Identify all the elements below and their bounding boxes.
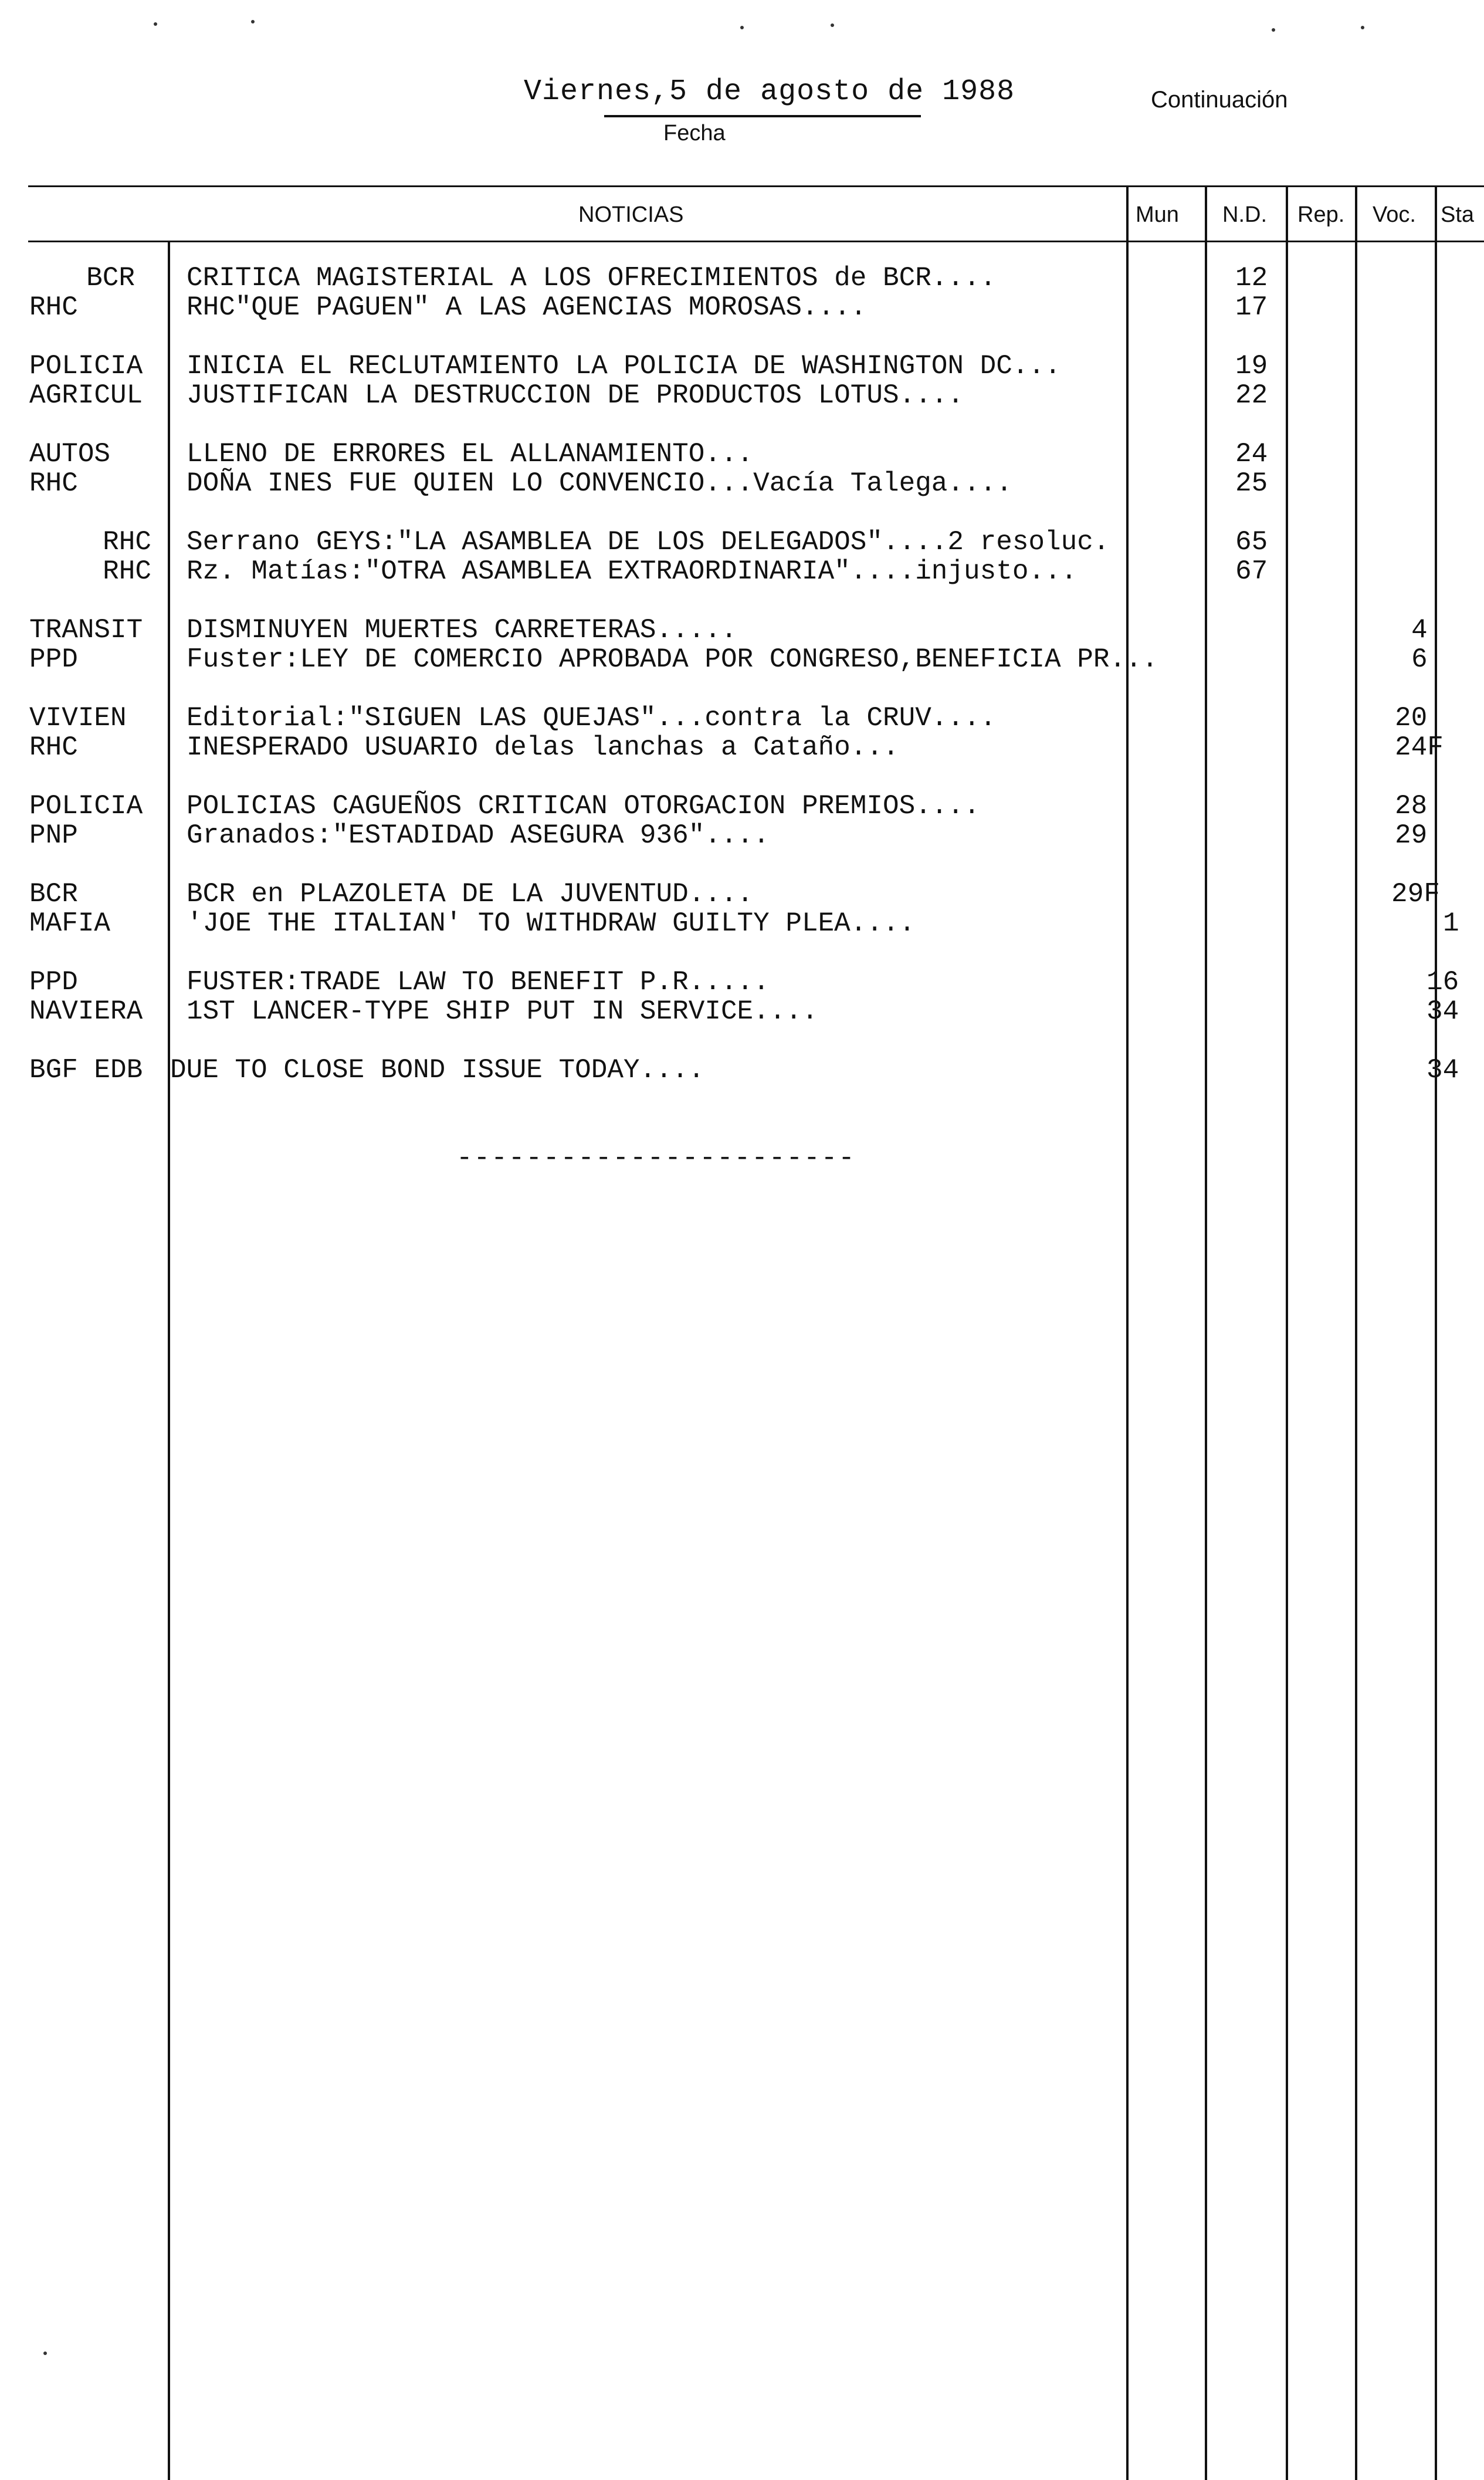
row-nd-page: 12: [1235, 263, 1268, 293]
row-category: PPD: [29, 644, 78, 675]
row-category: PPD: [29, 967, 78, 997]
row-voc-page: 1: [1443, 908, 1459, 939]
row-headline: LLENO DE ERRORES EL ALLANAMIENTO...: [187, 439, 754, 469]
row-category: RHC: [103, 556, 151, 587]
row-headline: Editorial:"SIGUEN LAS QUEJAS"...contra la CRUV....: [187, 703, 997, 733]
row-voc-page: 4: [1411, 615, 1428, 645]
row-headline: INICIA EL RECLUTAMIENTO LA POLICIA DE WASHINGTON DC...: [187, 351, 1061, 381]
row-headline: FUSTER:TRADE LAW TO BENEFIT P.R.....: [187, 967, 770, 997]
end-of-list-rule: -----------------------: [456, 1143, 856, 1173]
scan-speck: [43, 2352, 47, 2355]
row-headline: 1ST LANCER-TYPE SHIP PUT IN SERVICE....: [187, 996, 818, 1027]
scan-speck: [1361, 26, 1364, 29]
row-nd-page: 24: [1235, 439, 1268, 469]
row-category: MAFIA: [29, 908, 111, 939]
scan-speck: [831, 23, 834, 27]
row-category: BCR: [86, 263, 135, 293]
row-nd-page: 22: [1235, 380, 1268, 411]
column-header-rep: Rep.: [1297, 202, 1345, 227]
row-headline: RHC"QUE PAGUEN" A LAS AGENCIAS MOROSAS....: [187, 292, 867, 323]
row-category: VIVIEN: [29, 703, 127, 733]
row-nd-page: 19: [1235, 351, 1268, 381]
row-headline: 'JOE THE ITALIAN' TO WITHDRAW GUILTY PLEA....: [187, 908, 916, 939]
row-headline: Serrano GEYS:"LA ASAMBLEA DE LOS DELEGADOS"....2 resoluc.: [187, 527, 1110, 557]
row-category: TRANSIT: [29, 615, 143, 645]
table-top-rule: [28, 185, 1484, 187]
row-category: NAVIERA: [29, 996, 143, 1027]
row-category: BCR: [29, 879, 78, 909]
scan-speck: [154, 22, 157, 26]
column-header-sta: Sta: [1441, 202, 1475, 227]
row-headline: DOÑA INES FUE QUIEN LO CONVENCIO...Vacía Talega....: [187, 468, 1012, 499]
column-header-noticias: NOTICIAS: [578, 202, 684, 227]
row-nd-page: 25: [1235, 468, 1268, 499]
row-headline: CRITICA MAGISTERIAL A LOS OFRECIMIENTOS de BCR....: [187, 263, 997, 293]
row-headline: BCR en PLAZOLETA DE LA JUVENTUD....: [187, 879, 754, 909]
row-category: RHC: [29, 468, 78, 499]
row-headline: Fuster:LEY DE COMERCIO APROBADA POR CONGRESO,BENEFICIA PR...: [187, 644, 1158, 675]
row-voc-page: 29F: [1391, 879, 1440, 909]
row-category: POLICIA: [29, 351, 143, 381]
table-header-rule: [28, 241, 1484, 242]
continuation-label: Continuación: [1151, 87, 1288, 113]
row-headline: Rz. Matías:"OTRA ASAMBLEA EXTRAORDINARIA"....injusto...: [187, 556, 1078, 587]
row-headline: INESPERADO USUARIO delas lanchas a Cataño...: [187, 732, 899, 763]
row-category: PNP: [29, 820, 78, 851]
row-voc-page: 6: [1411, 644, 1428, 675]
row-voc-page: 34: [1427, 996, 1459, 1027]
scan-speck: [1272, 28, 1275, 32]
row-headline: DUE TO CLOSE BOND ISSUE TODAY....: [170, 1055, 704, 1085]
row-category: RHC: [103, 527, 151, 557]
row-voc-page: 16: [1427, 967, 1459, 997]
row-headline: DISMINUYEN MUERTES CARRETERAS.....: [187, 615, 737, 645]
row-headline: Granados:"ESTADIDAD ASEGURA 936"....: [187, 820, 770, 851]
voc-column-rule: [1355, 185, 1357, 2480]
rep-column-rule: [1286, 185, 1288, 2480]
row-category: AGRICUL: [29, 380, 143, 411]
row-category: POLICIA: [29, 791, 143, 821]
scan-speck: [740, 26, 744, 29]
row-nd-page: 65: [1235, 527, 1268, 557]
date-caption: Fecha: [663, 121, 726, 146]
row-category: BGF EDB: [29, 1055, 143, 1085]
date-underline: [604, 115, 921, 117]
row-category: RHC: [29, 732, 78, 763]
nd-column-rule: [1205, 185, 1207, 2480]
column-header-mun: Mun: [1136, 202, 1179, 227]
row-nd-page: 17: [1235, 292, 1268, 323]
column-header-nd: N.D.: [1222, 202, 1267, 227]
row-headline: JUSTIFICAN LA DESTRUCCION DE PRODUCTOS LOTUS....: [187, 380, 964, 411]
row-category: RHC: [29, 292, 78, 323]
column-header-voc: Voc.: [1373, 202, 1416, 227]
row-category: AUTOS: [29, 439, 111, 469]
row-headline: POLICIAS CAGUEÑOS CRITICAN OTORGACION PREMIOS....: [187, 791, 980, 821]
row-voc-page: 28: [1395, 791, 1428, 821]
mun-column-rule: [1126, 185, 1129, 2480]
document-date: Viernes,5 de agosto de 1988: [524, 75, 1015, 109]
row-nd-page: 67: [1235, 556, 1268, 587]
row-voc-page: 34: [1427, 1055, 1459, 1085]
row-voc-page: 29: [1395, 820, 1428, 851]
row-voc-page: 20: [1395, 703, 1428, 733]
category-column-rule: [168, 241, 170, 2480]
row-voc-page: 24F: [1395, 732, 1444, 763]
scan-speck: [251, 20, 255, 23]
sta-column-rule: [1435, 185, 1437, 2480]
